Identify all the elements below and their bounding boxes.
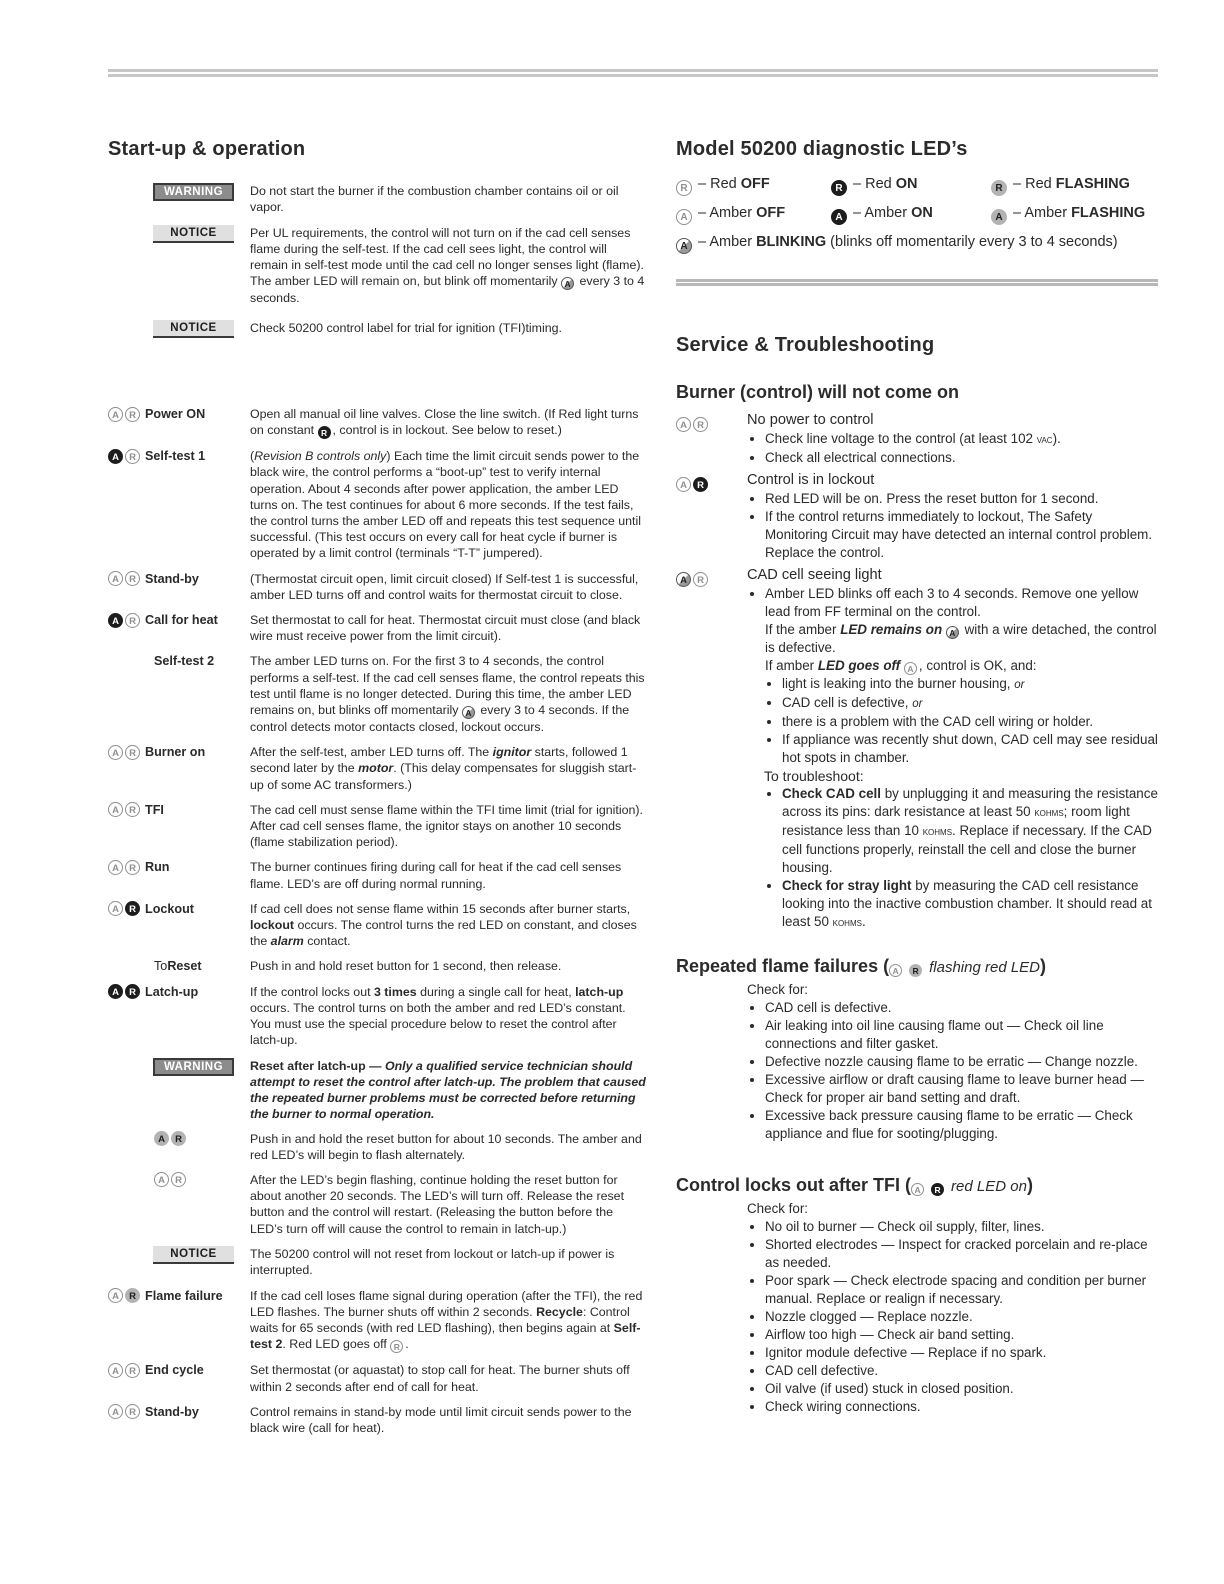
row-label: Self-test 2 (154, 654, 215, 669)
red-off-icon: R (125, 860, 140, 875)
red-off-icon: R (125, 571, 140, 586)
row-label: A R Stand-by (108, 571, 248, 587)
sequence-row-reset: To Reset Push in and hold reset button for 1 second, then release. (108, 958, 648, 974)
list-item: • there is a problem with the CAD cell wiring or holder. (782, 713, 1158, 731)
red-on-icon: R (125, 901, 140, 916)
row-label: A R Latch-up (108, 984, 248, 1000)
amber-off-icon: A (676, 209, 692, 225)
list-item: • CAD cell defective. (765, 1362, 1158, 1380)
notice-badge: NOTICE (153, 1246, 234, 1264)
trouble-lockout: A R Control is in lockout • Red LED will be on. Press the reset button for 1 second. • If the control returns immediately to lockout, The Safety Monitoring Circuit may have detected an internal control problem. Replace the control. (676, 471, 1158, 562)
list-item: • Defective nozzle causing flame to be erratic — Change nozzle. (765, 1053, 1158, 1071)
amber-off-icon: A (904, 662, 917, 675)
row-label: A R Self-test 1 (108, 448, 248, 464)
amber-flashing-icon: A (991, 209, 1007, 225)
amber-off-icon: A (676, 417, 691, 432)
sequence-row-latch-up: A R Latch-up If the control locks out 3 times during a single call for heat, latch-up occurs. The control turns on both the amber and red LED’s constant. You must use the special procedure below to reset the control after latch-up. (108, 984, 648, 1049)
list-item: • Red LED will be on. Press the reset button for 1 second. (765, 490, 1158, 508)
row-label (108, 1131, 294, 1146)
red-on-icon: R (931, 1183, 944, 1196)
amber-on-icon: A (108, 613, 123, 628)
sequence-row-stand-by-end: A R Stand-by Control remains in stand-by mode until limit circuit sends power to the black wire (call for heat). (108, 1404, 648, 1436)
row-label (108, 1172, 294, 1187)
notice-badge: NOTICE (153, 320, 234, 338)
section-divider (676, 279, 1158, 286)
red-off-icon: R (125, 449, 140, 464)
list-item: • Excessive airflow or draft causing flame to leave burner head — Check for proper air band setting and draft. (765, 1071, 1158, 1107)
sequence-row-flame-failure: A R Flame failure If the cad cell loses flame signal during operation (after the TFI), the red LED flashes. The burner shuts off within 2 seconds. Recycle: Control waits for 65 seconds (with red LED flashing), then begins again at Self-test 2. Red LED goes off R . (108, 1288, 648, 1354)
amber-blinking-icon: A (946, 626, 959, 639)
amber-off-icon: A (108, 1288, 123, 1303)
service-heading: Service & Troubleshooting (676, 334, 935, 356)
amber-off-icon: A (108, 802, 123, 817)
latch-warning-row: WARNING Reset after latch-up — Only a qualified service technician should attempt to reset the control after latch-up. The problem that caused the repeated burner problems must be corrected before returning the burner to normal operation. (153, 1058, 648, 1122)
row-label: A R Call for heat (108, 612, 248, 628)
red-off-icon: R (693, 417, 708, 432)
list-item: • Check line voltage to the control (at least 102 vac). (765, 430, 1158, 449)
list-item: • light is leaking into the burner housing, or (782, 675, 1158, 694)
list-item: • No oil to burner — Check oil supply, filter, lines. (765, 1218, 1158, 1236)
list-item: • Check for stray light by measuring the CAD cell resistance looking into the inactive combustion chamber. It should read at least 50 kohms. (782, 877, 1158, 932)
row-label: A R Power ON (108, 406, 248, 422)
list-item: • CAD cell is defective. (765, 999, 1158, 1017)
red-off-icon: R (390, 1340, 403, 1353)
latch-step-flash: A R Push in and hold the reset button for about 10 seconds. The amber and red LED’s will begin to flash alternately. (108, 1131, 648, 1163)
notice-badge: NOTICE (153, 225, 234, 243)
red-flashing-icon: R (171, 1131, 186, 1146)
amber-flashing-icon: A (154, 1131, 169, 1146)
row-label: To Reset (154, 959, 202, 974)
top-rule (108, 69, 1158, 77)
startup-heading: Start-up & operation (108, 138, 306, 160)
list-item: • Ignitor module defective — Replace if no spark. (765, 1344, 1158, 1362)
trouble-cad-light: A R CAD cell seeing light • Amber LED blinks off each 3 to 4 seconds. Remove one yellow lead from FF terminal on the control. If the amber LED remains on A with a wire detached, the control is defective. If amber LED goes off A , control is OK, and: • light is leaking into the burner housing, or • CAD cell is defective, or • there is a problem with the CAD cell wiring or holder. • If appliance was recently shut down, CAD cell may see residual hot spots in chamber. To troubleshoot: • Check CAD cell by unplugging it and measuring the resistance across its pins: dark resistance at least 50 kohms; room light resistance less than 10 kohms. Replace if necessary. If the CAD cell functions properly, reinstall the cell and close the burner housing. • Check for stray light by measuring the CAD cell resistance looking into the inactive combustion chamber. It should read at least 50 kohms. (676, 566, 1158, 932)
list-item: • Poor spark — Check electrode spacing and condition per burner manual. Replace or realign if necessary. (765, 1272, 1158, 1308)
red-on-icon: R (318, 426, 331, 439)
sequence-row-self-test-1: A R Self-test 1 (Revision B controls only) Each time the limit circuit sends power to the black wire, the control performs a “boot-up” test to verify internal operation. About 4 seconds after power application, the amber LED turns on. The test continues for about 6 more seconds. If the test fails, the control turns the amber LED off and repeats this test sequence until successful. (This test occurs on every call for heat cycle if burner is operated by a limit control (terminals “T-T” jumpered). (108, 448, 648, 561)
cad-remains-on: If the amber LED remains on A with a wire detached, the control is defective. (765, 622, 1157, 655)
sequence-row-stand-by: A R Stand-by (Thermostat circuit open, limit circuit closed) If Self-test 1 is successful, amber LED turns off and control waits for thermostat circuit to close. (108, 571, 648, 603)
amber-blinking-icon: A (462, 706, 475, 719)
sequence-row-burner-on: A R Burner on After the self-test, amber LED turns off. The ignitor starts, followed 1 second later by the motor. (This delay compensates for sluggish start-up of some AC transformers.) (108, 744, 648, 793)
sequence-row-lockout: A R Lockout If cad cell does not sense flame within 15 seconds after burner starts, lockout occurs. The control turns the red LED on constant, and closes the alarm contact. (108, 901, 648, 950)
list-item: • Amber LED blinks off each 3 to 4 seconds. Remove one yellow lead from FF terminal on the control. (765, 585, 1158, 621)
amber-off-icon: A (108, 1363, 123, 1378)
row-label: A R Burner on (108, 744, 248, 760)
amber-on-icon: A (108, 984, 123, 999)
amber-on-icon: A (831, 209, 847, 225)
notice-text: Per UL requirements, the control will not turn on if the cad cell senses flame during the self-test. If the cad cell sees light, the control will remain in self-test mode until the cad cell no longer senses light (flame). The amber LED will remain on, but blink off momentarily (250, 226, 644, 288)
list-item: • Oil valve (if used) stuck in closed position. (765, 1380, 1158, 1398)
notice-text-end: every 3 to 4 seconds. (250, 274, 645, 305)
amber-off-icon: A (108, 860, 123, 875)
sequence-row-call-for-heat: A R Call for heat Set thermostat to call for heat. Thermostat circuit must close (and black wire must receive power from the limit circuit). (108, 612, 648, 644)
red-off-icon: R (171, 1172, 186, 1187)
repeated-list: Check for: • CAD cell is defective. • Air leaking into oil line causing flame out — Check oil line connections and filter gasket. • Defective nozzle causing flame to be erratic — Change nozzle. • Excessive airflow or draft causing flame to leave burner head — Check for proper air band setting and draft. • Excessive back pressure causing flame to be erratic — Check appliance and flue for sooting/plugging. (747, 981, 1158, 1143)
row-label: A R Flame failure (108, 1288, 248, 1304)
list-item: • Check all electrical connections. (765, 449, 1158, 467)
list-item: • Check wiring connections. (765, 1398, 1158, 1416)
trouble-no-power: A R No power to control • Check line voltage to the control (at least 102 vac). • Check all electrical connections. (676, 411, 1158, 467)
sequence-row-self-test-2: Self-test 2 The amber LED turns on. For the first 3 to 4 seconds, the control performs a self-test. If the cad cell senses flame, the control repeats this test until flame is no longer detected. During this time, the amber LED remains on, but blinks off momentarily A every 3 to 4 seconds. If the control detects motor contacts closed, lockout occurs. (108, 653, 648, 735)
list-item: • Airflow too high — Check air band setting. (765, 1326, 1158, 1344)
amber-off-icon: A (108, 1404, 123, 1419)
notice-row (153, 183, 648, 215)
troubleshoot-label: To troubleshoot: (764, 768, 864, 784)
list-item: • If appliance was recently shut down, CAD cell may see residual hot spots in chamber. (782, 731, 1158, 767)
amber-off-icon: A (108, 745, 123, 760)
amber-off-icon: A (108, 407, 123, 422)
burner-heading: Burner (control) will not come on (676, 382, 959, 402)
sequence-row-run: A R Run The burner continues firing during call for heat if the cad cell senses flame. LED’s are off during normal running. (108, 859, 648, 891)
cad-goes-off: If amber LED goes off A , control is OK, and: (765, 658, 1037, 674)
notice-row (153, 320, 648, 336)
list-item: • Check CAD cell by unplugging it and measuring the resistance across its pins: dark resistance at least 50 kohms; room light resistance less than 10 kohms. Replace if necessary. If the CAD cell functions properly, reinstall the cell and close the burner housing. (782, 785, 1158, 877)
row-label: A R Stand-by (108, 1404, 248, 1420)
warning-badge: WARNING (153, 183, 234, 201)
sequence-row-tfi: A R TFI The cad cell must sense flame within the TFI time limit (trial for ignition). After cad cell senses flame, the ignitor stays on another 10 seconds (flame stabilization period). (108, 802, 648, 851)
amber-off-icon: A (154, 1172, 169, 1187)
red-off-icon: R (125, 1363, 140, 1378)
list-item: • CAD cell is defective, or (782, 694, 1158, 713)
notice-text: Check 50200 control label for trial for ignition (TFI)timing. (250, 321, 562, 335)
red-off-icon: R (125, 407, 140, 422)
list-item: • Excessive back pressure causing flame to be erratic — Check appliance and flue for sooting/plugging. (765, 1107, 1158, 1143)
list-item: • If the control returns immediately to lockout, The Safety Monitoring Circuit may have detected an internal control problem. Replace the control. (765, 508, 1158, 562)
amber-off-icon: A (911, 1183, 924, 1196)
amber-blinking-icon: A (561, 277, 574, 290)
red-on-icon: R (125, 984, 140, 999)
amber-on-icon: A (108, 449, 123, 464)
red-off-icon: R (125, 745, 140, 760)
red-off-icon: R (125, 802, 140, 817)
list-item: • Air leaking into oil line causing flame out — Check oil line connections and filter gasket. (765, 1017, 1158, 1053)
red-flashing-icon: R (909, 964, 922, 977)
tfi-list: Check for: • No oil to burner — Check oil supply, filter, lines. • Shorted electrodes — Inspect for cracked porcelain and re-place as needed. • Poor spark — Check electrode spacing and condition per burner manual. Replace or realign if necessary. • Nozzle clogged — Replace nozzle. • Airflow too high — Check air band setting. • Ignitor module defective — Replace if no spark. • CAD cell defective. • Oil valve (if used) stuck in closed position. • Check wiring connections. (747, 1200, 1158, 1416)
amber-blinking-icon: A (676, 238, 692, 254)
sequence-row-end-cycle: A R End cycle Set thermostat (or aquastat) to stop call for heat. The burner shuts off within 2 seconds after end of call for heat. (108, 1362, 648, 1394)
amber-off-icon: A (889, 964, 902, 977)
warning-badge: WARNING (153, 1058, 234, 1076)
list-item: • Shorted electrodes — Inspect for cracked porcelain and re-place as needed. (765, 1236, 1158, 1272)
amber-off-icon: A (108, 571, 123, 586)
latch-notice-row: NOTICE The 50200 control will not reset from lockout or latch-up if power is interrupted. (153, 1246, 648, 1278)
red-off-icon: R (125, 613, 140, 628)
row-label: A R Run (108, 859, 248, 875)
notice-text: Do not start the burner if the combustion chamber contains oil or oil vapor. (250, 184, 619, 214)
red-flashing-icon: R (125, 1288, 140, 1303)
red-on-icon: R (693, 477, 708, 492)
diagnostic-heading: Model 50200 diagnostic LED’s (676, 138, 968, 160)
amber-blinking-icon: A (676, 572, 691, 587)
red-off-icon: R (676, 180, 692, 196)
startup-column (108, 138, 648, 1445)
notice-row (153, 225, 648, 306)
amber-off-icon: A (108, 901, 123, 916)
repeated-heading: Repeated flame failures ( A R flashing red LED) (676, 956, 1047, 976)
latch-step-off: A R After the LED’s begin flashing, continue holding the reset button for about another 20 seconds. The LED’s will turn off. Release the reset button and the control will restart. (Releasing the button before the LED’s turn off will cause the control to remain in latch-up.) (108, 1172, 648, 1237)
row-label: A R End cycle (108, 1362, 248, 1378)
row-label: A R Lockout (108, 901, 248, 917)
led-legend: R – Red OFF R – Red ON R – Red FLASHING A – Amber OFF A – Amber ON A – Amber FLASHING A – Amber BLINKING (blinks off momentarily every 3 to 4 seconds) (676, 170, 1158, 257)
red-off-icon: R (125, 1404, 140, 1419)
tfi-heading: Control locks out after TFI ( A R red LED on) (676, 1175, 1033, 1195)
red-flashing-icon: R (991, 180, 1007, 196)
row-label: A R TFI (108, 802, 248, 818)
red-on-icon: R (831, 180, 847, 196)
amber-off-icon: A (676, 477, 691, 492)
list-item: • Nozzle clogged — Replace nozzle. (765, 1308, 1158, 1326)
red-off-icon: R (693, 572, 708, 587)
sequence-row-power-on: A R Power ON Open all manual oil line valves. Close the line switch. (If Red light turns on constant R , control is in lockout. See below to reset.) (108, 406, 648, 439)
diagnostic-column (676, 138, 1158, 1416)
